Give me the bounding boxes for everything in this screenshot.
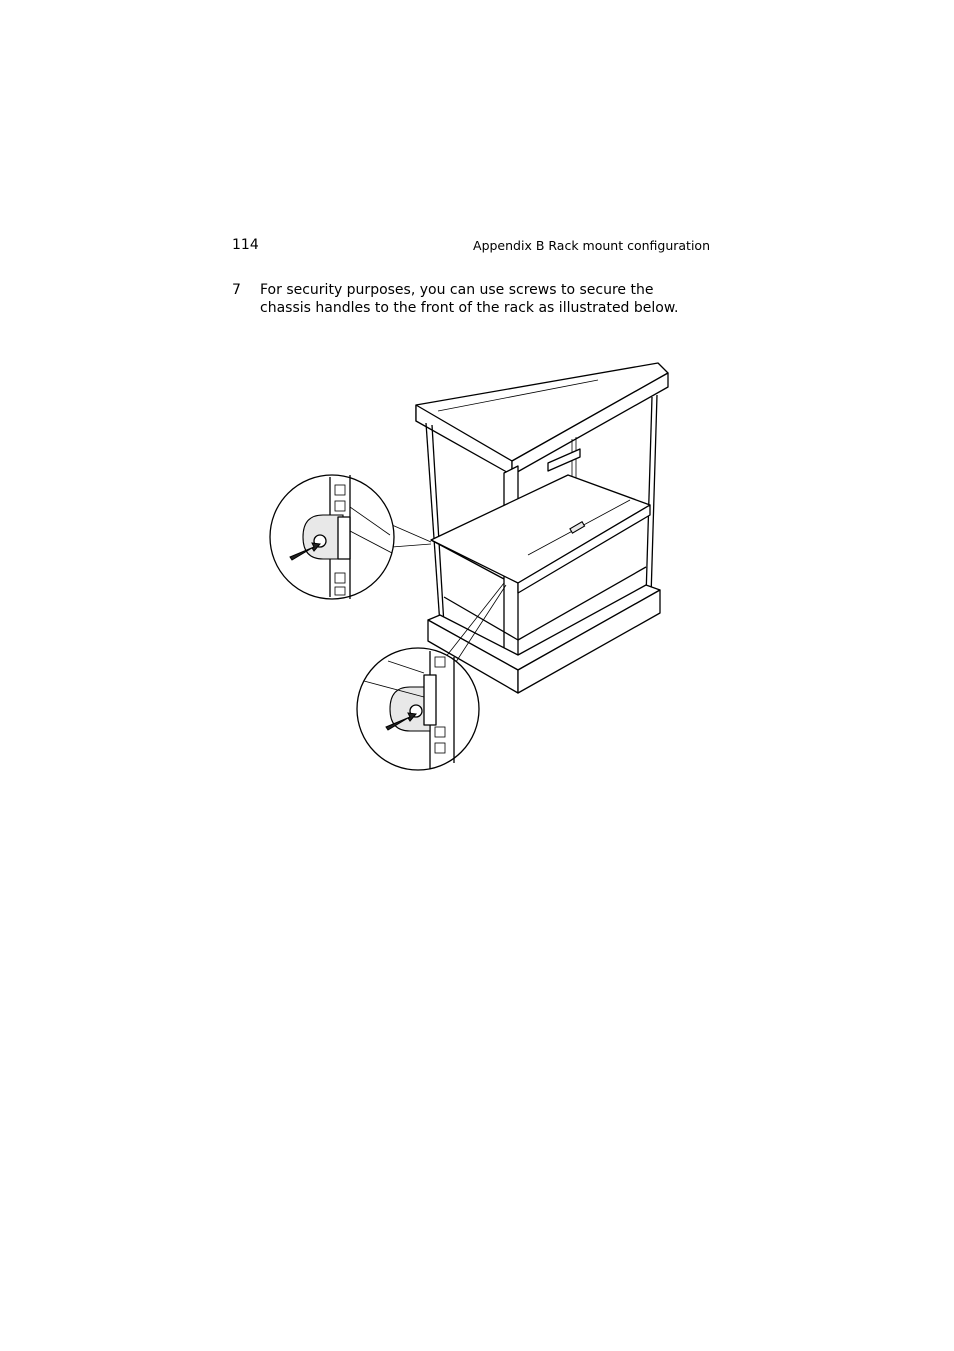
- rack-mount-illustration: [268, 335, 678, 775]
- running-header: Appendix B Rack mount configuration: [473, 238, 710, 253]
- step-number: 7: [232, 282, 241, 298]
- rack-top: [416, 363, 668, 475]
- detail-callout-lower: [357, 648, 479, 770]
- page-number: 114: [232, 237, 259, 253]
- step-text: For security purposes, you can use screws to secure the chassis handles to the front of the rack as illustrated below.: [260, 282, 679, 316]
- detail-callout-upper: [270, 475, 394, 599]
- server-chassis: [431, 449, 650, 593]
